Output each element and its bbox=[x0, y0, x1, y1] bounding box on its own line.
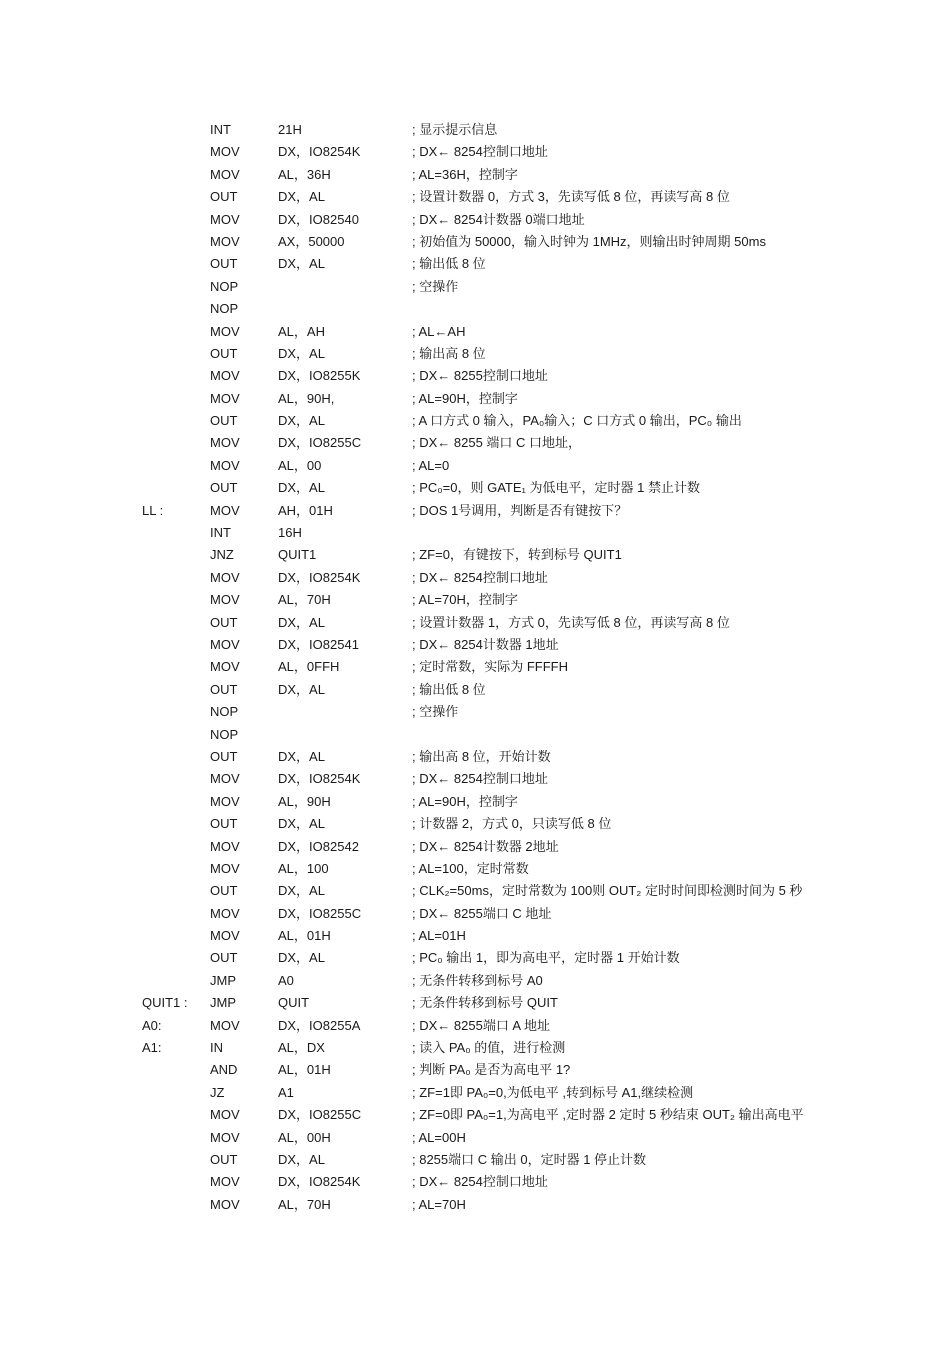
line-comment: ; AL=0 bbox=[412, 457, 450, 473]
code-line bbox=[0, 567, 950, 589]
instruction-mnemonic: OUT bbox=[210, 748, 238, 764]
code-line bbox=[0, 164, 950, 186]
code-line bbox=[0, 455, 950, 477]
instruction-operands: 21H bbox=[278, 122, 302, 137]
line-comment: ; DX← 8255端口 C 地址 bbox=[412, 905, 552, 921]
instruction-operands: QUIT1 bbox=[278, 547, 317, 563]
instruction-operands: DX，AL bbox=[278, 614, 325, 630]
line-comment: ; DX← 8254控制口地址 bbox=[412, 771, 548, 787]
instruction-operands: DX，AL bbox=[278, 345, 325, 361]
instruction-operands: DX，AL bbox=[278, 816, 325, 832]
instruction-operands: DX，IO82542 bbox=[278, 838, 359, 854]
line-comment: ; DX← 8254控制口地址 bbox=[412, 569, 548, 585]
instruction-mnemonic: MOV bbox=[210, 1129, 240, 1145]
code-line bbox=[0, 992, 950, 1014]
instruction-mnemonic: INT bbox=[210, 525, 231, 541]
instruction-operands: DX，AL bbox=[278, 256, 325, 272]
instruction-mnemonic: MOV bbox=[210, 793, 240, 809]
instruction-mnemonic: MOV bbox=[210, 144, 240, 160]
line-comment: ; DX← 8254计数器 2地址 bbox=[412, 838, 559, 854]
instruction-operands: AL，100 bbox=[278, 860, 329, 876]
instruction-mnemonic: NOP bbox=[210, 726, 239, 742]
code-line bbox=[0, 1082, 950, 1104]
line-comment: ; 8255端口 C 输出 0，定时器 1 停止计数 bbox=[412, 1151, 647, 1167]
code-line bbox=[0, 813, 950, 835]
code-line bbox=[0, 1104, 950, 1126]
instruction-operands: DX，AL bbox=[278, 883, 325, 899]
code-line bbox=[0, 298, 950, 320]
instruction-operands: QUIT bbox=[278, 995, 310, 1011]
instruction-operands: AX，50000 bbox=[278, 233, 345, 249]
instruction-operands: AL，00 bbox=[278, 457, 322, 473]
line-comment: ; 计数器 2，方式 0，只读写低 8 位 bbox=[412, 816, 612, 832]
instruction-mnemonic: MOV bbox=[210, 435, 240, 451]
instruction-operands: DX，IO8254K bbox=[278, 771, 361, 787]
instruction-mnemonic: NOP bbox=[210, 301, 239, 317]
instruction-mnemonic: MOV bbox=[210, 233, 240, 249]
code-line bbox=[0, 791, 950, 813]
instruction-mnemonic: IN bbox=[210, 1040, 223, 1056]
instruction-mnemonic: MOV bbox=[210, 1107, 240, 1123]
code-line bbox=[0, 432, 950, 454]
line-comment: ; 设置计数器 0，方式 3，先读写低 8 位，再读写高 8 位 bbox=[412, 189, 730, 205]
instruction-mnemonic: MOV bbox=[210, 838, 240, 854]
line-comment: ; ZF=0，有键按下，转到标号 QUIT1 bbox=[412, 547, 622, 563]
instruction-mnemonic: MOV bbox=[210, 368, 240, 384]
line-comment: ; AL=100，定时常数 bbox=[412, 860, 529, 876]
line-comment: ; DX← 8254计数器 0端口地址 bbox=[412, 211, 585, 227]
code-line bbox=[0, 544, 950, 566]
instruction-operands: AL，70H bbox=[278, 1196, 331, 1212]
line-comment: ; 显示提示信息 bbox=[412, 122, 498, 137]
line-comment: ; 无条件转移到标号 A0 bbox=[412, 972, 543, 988]
code-line bbox=[0, 186, 950, 208]
instruction-mnemonic: MOV bbox=[210, 166, 240, 182]
code-line bbox=[0, 880, 950, 902]
instruction-operands: DX，IO82540 bbox=[278, 211, 359, 227]
code-line bbox=[0, 612, 950, 634]
code-line bbox=[0, 321, 950, 343]
line-label: QUIT1 : bbox=[142, 995, 188, 1011]
code-line bbox=[0, 1015, 950, 1037]
instruction-mnemonic: OUT bbox=[210, 681, 238, 697]
code-line bbox=[0, 589, 950, 611]
code-line bbox=[0, 410, 950, 432]
code-line bbox=[0, 1037, 950, 1059]
instruction-operands: DX，AL bbox=[278, 748, 325, 764]
code-line bbox=[0, 209, 950, 231]
instruction-operands: DX，AL bbox=[278, 1151, 325, 1167]
instruction-operands: AL，AH bbox=[278, 323, 325, 339]
instruction-mnemonic: MOV bbox=[210, 1196, 240, 1212]
code-line bbox=[0, 903, 950, 925]
instruction-mnemonic: MOV bbox=[210, 1017, 240, 1033]
line-comment: ; AL=90H，控制字 bbox=[412, 390, 518, 406]
instruction-mnemonic: MOV bbox=[210, 905, 240, 921]
code-line bbox=[0, 724, 950, 746]
instruction-operands: DX，AL bbox=[278, 413, 325, 429]
instruction-operands: AL，00H bbox=[278, 1129, 331, 1145]
code-line bbox=[0, 1194, 950, 1216]
instruction-operands: AL，0FFH bbox=[278, 659, 340, 675]
instruction-mnemonic: MOV bbox=[210, 211, 240, 227]
instruction-mnemonic: NOP bbox=[210, 704, 239, 720]
instruction-operands: AL，36H bbox=[278, 166, 331, 182]
instruction-operands: AL，70H bbox=[278, 592, 331, 608]
instruction-operands: DX，IO8255C bbox=[278, 905, 362, 921]
instruction-operands: AL，01H bbox=[278, 1062, 331, 1078]
code-line bbox=[0, 119, 950, 141]
instruction-mnemonic: MOV bbox=[210, 592, 240, 608]
line-comment: ; 空操作 bbox=[412, 704, 459, 720]
instruction-mnemonic: JMP bbox=[210, 995, 236, 1011]
line-label: A1: bbox=[142, 1040, 162, 1056]
line-comment: ; 初始值为 50000，输入时钟为 1MHz，则输出时钟周期 50ms bbox=[412, 233, 766, 249]
code-line bbox=[0, 970, 950, 992]
instruction-operands: DX，AL bbox=[278, 950, 325, 966]
code-line bbox=[0, 1171, 950, 1193]
instruction-mnemonic: OUT bbox=[210, 950, 238, 966]
instruction-operands: AL，90H bbox=[278, 793, 331, 809]
line-comment: ; DX← 8255 端口 C 口地址， bbox=[412, 435, 582, 451]
code-line bbox=[0, 141, 950, 163]
code-line bbox=[0, 768, 950, 790]
instruction-mnemonic: OUT bbox=[210, 614, 238, 630]
line-comment: ; AL=36H，控制字 bbox=[412, 166, 518, 182]
line-comment: ; DX← 8255端口 A 地址 bbox=[412, 1017, 550, 1033]
code-line bbox=[0, 522, 950, 544]
code-line bbox=[0, 679, 950, 701]
line-comment: ; DOS 1号调用，判断是否有键按下？ bbox=[412, 502, 628, 518]
code-line bbox=[0, 1059, 950, 1081]
instruction-mnemonic: MOV bbox=[210, 1174, 240, 1190]
code-line bbox=[0, 701, 950, 723]
code-line bbox=[0, 858, 950, 880]
line-label: A0: bbox=[142, 1017, 162, 1033]
instruction-mnemonic: JMP bbox=[210, 972, 236, 988]
line-comment: ; PC₀=0，则 GATE₁ 为低电平，定时器 1 禁止计数 bbox=[412, 480, 700, 496]
instruction-mnemonic: OUT bbox=[210, 345, 238, 361]
code-line bbox=[0, 1127, 950, 1149]
line-comment: ; 输出高 8 位，开始计数 bbox=[412, 748, 551, 764]
instruction-operands: DX，IO8255C bbox=[278, 435, 362, 451]
instruction-operands: DX，IO82541 bbox=[278, 636, 359, 652]
line-comment: ; DX← 8254控制口地址 bbox=[412, 144, 548, 160]
line-comment: ; DX← 8255控制口地址 bbox=[412, 368, 548, 384]
instruction-operands: DX，IO8255A bbox=[278, 1017, 361, 1033]
instruction-operands: AL，01H bbox=[278, 928, 331, 944]
instruction-mnemonic: AND bbox=[210, 1062, 238, 1078]
line-comment: ; 输出低 8 位 bbox=[412, 681, 486, 697]
instruction-operands: DX，AL bbox=[278, 189, 325, 205]
line-comment: ; PC₀ 输出 1，即为高电平，定时器 1 开始计数 bbox=[412, 950, 680, 966]
line-comment: ; 判断 PA₀ 是否为高电平 1? bbox=[412, 1062, 571, 1078]
line-comment: ; 输出低 8 位 bbox=[412, 256, 486, 272]
instruction-operands: DX，AL bbox=[278, 480, 325, 496]
line-comment: ; ZF=1即 PA₀=0,为低电平 ,转到标号 A1,继续检测 bbox=[412, 1084, 694, 1100]
line-comment: ; 无条件转移到标号 QUIT bbox=[412, 995, 558, 1011]
instruction-operands: A0 bbox=[278, 972, 294, 988]
code-line bbox=[0, 253, 950, 275]
instruction-operands: AH，01H bbox=[278, 502, 333, 518]
code-line bbox=[0, 836, 950, 858]
line-comment: ; ZF=0即 PA₀=1,为高电平 ,定时器 2 定时 5 秒结束 OUT₂ 输出高电平 bbox=[412, 1107, 804, 1123]
instruction-mnemonic: OUT bbox=[210, 413, 238, 429]
instruction-operands: AL，DX bbox=[278, 1040, 325, 1056]
code-line bbox=[0, 477, 950, 499]
instruction-mnemonic: OUT bbox=[210, 1151, 238, 1167]
instruction-operands: A1 bbox=[278, 1084, 294, 1100]
line-comment: ; CLK₂=50ms，定时常数为 100则 OUT₂ 定时时间即检测时间为 5 秒 bbox=[412, 883, 803, 899]
instruction-operands: DX，IO8254K bbox=[278, 144, 361, 160]
code-line bbox=[0, 947, 950, 969]
line-comment: ; AL=00H bbox=[412, 1129, 466, 1145]
line-comment: ; DX← 8254计数器 1地址 bbox=[412, 636, 559, 652]
code-line bbox=[0, 343, 950, 365]
line-comment: ; DX← 8254控制口地址 bbox=[412, 1174, 548, 1190]
line-comment: ; 空操作 bbox=[412, 278, 459, 294]
instruction-mnemonic: INT bbox=[210, 122, 231, 137]
instruction-mnemonic: OUT bbox=[210, 816, 238, 832]
instruction-operands: DX，IO8254K bbox=[278, 1174, 361, 1190]
line-comment: ; 设置计数器 1，方式 0，先读写低 8 位，再读写高 8 位 bbox=[412, 614, 730, 630]
instruction-operands: AL，90H, bbox=[278, 390, 335, 406]
instruction-operands: DX，IO8255K bbox=[278, 368, 361, 384]
line-comment: ; AL=90H，控制字 bbox=[412, 793, 518, 809]
line-comment: ; AL=70H，控制字 bbox=[412, 592, 518, 608]
code-line bbox=[0, 276, 950, 298]
code-line bbox=[0, 634, 950, 656]
code-line bbox=[0, 231, 950, 253]
instruction-mnemonic: NOP bbox=[210, 278, 239, 294]
instruction-mnemonic: OUT bbox=[210, 189, 238, 205]
instruction-mnemonic: MOV bbox=[210, 569, 240, 585]
instruction-mnemonic: MOV bbox=[210, 659, 240, 675]
instruction-operands: DX，IO8254K bbox=[278, 569, 361, 585]
instruction-operands: 16H bbox=[278, 525, 302, 541]
instruction-mnemonic: MOV bbox=[210, 928, 240, 944]
code-line bbox=[0, 388, 950, 410]
instruction-mnemonic: JNZ bbox=[210, 547, 234, 563]
code-line bbox=[0, 656, 950, 678]
line-comment: ; 定时常数，实际为 FFFFH bbox=[412, 659, 568, 675]
code-line bbox=[0, 500, 950, 522]
instruction-mnemonic: MOV bbox=[210, 457, 240, 473]
line-label: LL : bbox=[142, 502, 164, 518]
line-comment: ; AL=01H bbox=[412, 928, 466, 944]
instruction-mnemonic: MOV bbox=[210, 323, 240, 339]
instruction-mnemonic: MOV bbox=[210, 636, 240, 652]
instruction-mnemonic: OUT bbox=[210, 883, 238, 899]
instruction-mnemonic: JZ bbox=[210, 1084, 225, 1100]
line-comment: ; 读入 PA₀ 的值，进行检测 bbox=[412, 1040, 566, 1056]
line-comment: ; A 口方式 0 输入，PA₀输入；C 口方式 0 输出，PC₀ 输出 bbox=[412, 413, 742, 429]
code-line bbox=[0, 925, 950, 947]
code-line bbox=[0, 1149, 950, 1171]
code-line bbox=[0, 746, 950, 768]
instruction-operands: DX，IO8255C bbox=[278, 1107, 362, 1123]
instruction-mnemonic: MOV bbox=[210, 771, 240, 787]
assembly-listing bbox=[0, 119, 950, 1216]
line-comment: ; AL=70H bbox=[412, 1196, 466, 1212]
instruction-mnemonic: OUT bbox=[210, 256, 238, 272]
instruction-mnemonic: MOV bbox=[210, 502, 240, 518]
instruction-mnemonic: MOV bbox=[210, 860, 240, 876]
line-comment: ; AL←AH bbox=[412, 323, 466, 339]
instruction-mnemonic: OUT bbox=[210, 480, 238, 496]
instruction-operands: DX，AL bbox=[278, 681, 325, 697]
line-comment: ; 输出高 8 位 bbox=[412, 345, 486, 361]
instruction-mnemonic: MOV bbox=[210, 390, 240, 406]
code-line bbox=[0, 365, 950, 387]
